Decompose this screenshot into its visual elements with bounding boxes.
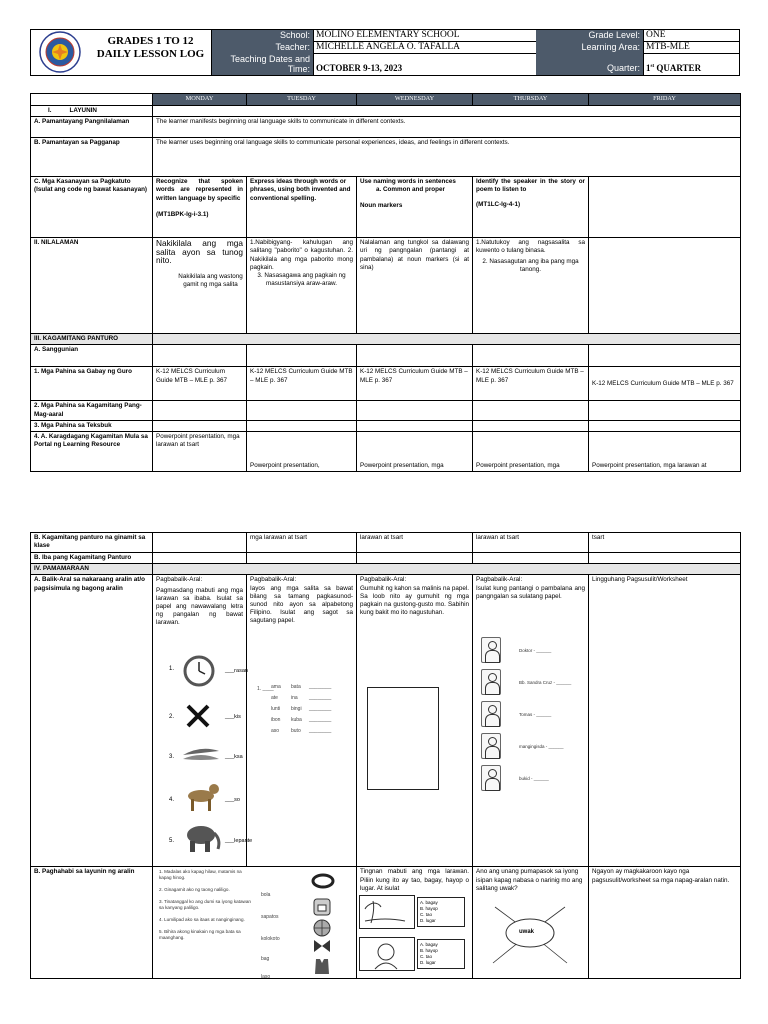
opt2-a: A. bagay xyxy=(420,942,438,948)
match-word-4: bag xyxy=(261,956,270,963)
pic-num-1: 1. xyxy=(169,666,175,673)
kasanayan-mon-code: (MT1BPK-Ig-i-3.1) xyxy=(156,210,209,218)
kasanayan-mon-text: Recognize that spoken words are represented in written language by specific xyxy=(156,178,243,202)
karagdagan-thu: Powerpoint presentation, mga xyxy=(473,432,589,472)
kasanayan-wed-line2: a. Common and proper xyxy=(376,186,445,194)
thu-item-2: Bb. Sandra Cruz - ______ xyxy=(519,680,572,686)
paghahabi-wed xyxy=(357,867,473,979)
sanggunian-wed xyxy=(357,345,473,367)
nilalaman-thu-text1: 1.Natutukoy ang nagsasalita sa kuwento o tulang binasa. xyxy=(476,239,585,255)
matching-pictures xyxy=(259,867,355,981)
kagamitan-tue xyxy=(247,401,357,420)
thu-item-3: Tomas - ______ xyxy=(519,712,552,718)
grade-label: Grade Level: xyxy=(536,30,643,42)
dates-label-line1: Teaching Dates and xyxy=(230,54,310,64)
row-teksbuk xyxy=(31,420,741,431)
iba-fri xyxy=(589,553,741,564)
pic-blank-3: ___ksa xyxy=(225,754,243,761)
layunin-number: I. xyxy=(48,107,52,114)
quarter-word: QUARTER xyxy=(654,63,702,73)
boy-picture-icon xyxy=(481,701,501,727)
kasanayan-wed xyxy=(357,177,473,238)
pic-num-2: 2. xyxy=(169,714,175,721)
balik-wed-text: Gumuhit ng kahon sa malinis na papel. Sa loob nito ay gumuhit ng mga pagkain na gustong-gusto mo. Sabihin kung bakit mo ito nagustuhan. xyxy=(360,584,469,617)
kasanayan-thu xyxy=(473,177,589,238)
pic-num-3: 3. xyxy=(169,754,175,761)
tue-word-3b: bingi xyxy=(291,706,302,713)
row-kasanayan xyxy=(31,177,741,238)
opt2-c: C. tao xyxy=(420,954,433,960)
kagamitan-wed xyxy=(357,401,473,420)
day-monday: MONDAY xyxy=(153,94,247,106)
pangnilalaman-text: The learner manifests beginning oral language skills to communicate in different contexts. xyxy=(153,117,741,138)
lesson-table-page2 xyxy=(30,532,741,979)
row-sanggunian xyxy=(31,345,741,367)
layunin-empty xyxy=(153,106,741,117)
backpack-icon xyxy=(311,895,333,917)
teksbuk-tue xyxy=(247,420,357,431)
karagdagan-label: 4. A. Karagdagang Kagamitan Mula sa Portal ng Learning Resource xyxy=(31,432,153,472)
area-label: Learning Area: xyxy=(536,42,643,54)
sanggunian-fri xyxy=(589,345,741,367)
quarter-number: 1 xyxy=(646,63,651,73)
row-gabay-guro xyxy=(31,367,741,401)
iba-mon xyxy=(153,553,247,564)
title-line2: DAILY LESSON LOG xyxy=(96,48,205,60)
sanggunian-tue xyxy=(247,345,357,367)
school-label: School: xyxy=(212,30,313,42)
tue-word-2a: ate xyxy=(271,695,278,702)
match-word-5: laso xyxy=(261,974,271,981)
kasanayan-label: C. Mga Kasanayan sa Pagkatuto (Isulat ang code ng bawat kasanayan) xyxy=(31,177,153,238)
tue-word-3a: lunti xyxy=(271,706,281,713)
kasanayan-tue: Express ideas through words or phrases, using both invented and conventional spelling. xyxy=(247,177,357,238)
nilalaman-label: II. NILALAMAN xyxy=(31,238,153,334)
paghahabi-fri: Ngayon ay magkakaroon kayo nga pagsusulit/worksheet sa mga napag-aralan natin. xyxy=(589,867,741,979)
web-center-word: uwak xyxy=(519,929,535,936)
kagamitan-label: 2. Mga Pahina sa Kagamitang Pang- Mag-aaral xyxy=(31,401,153,420)
days-corner xyxy=(31,94,153,106)
teksbuk-label: 3. Mga Pahina sa Teksbuk xyxy=(31,420,153,431)
karagdagan-tue: Powerpoint presentation, xyxy=(247,432,357,472)
layunin-text: LAYUNIN xyxy=(69,107,97,114)
day-friday: FRIDAY xyxy=(589,94,741,106)
thu-item-5: bukid - ______ xyxy=(519,776,549,782)
title-line1: GRADES 1 TO 12 xyxy=(107,35,194,47)
paghahabi-mon-tue xyxy=(153,867,357,979)
karagdagan-fri: Powerpoint presentation, mga larawan at xyxy=(589,432,741,472)
ginamit-label: B. Kagamitang panturo na ginamit sa klase xyxy=(31,533,153,553)
fisherman-picture-icon xyxy=(481,733,501,759)
karagdagan-wed: Powerpoint presentation, mga xyxy=(357,432,473,472)
row-iba-pang-kagamitan xyxy=(31,553,741,564)
balik-aral-thu xyxy=(473,575,589,867)
nilalaman-wed: Nalalaman ang tungkol sa dalawang uri ng pangngalan (pantangi at pambalana) at noun markers (si at sina) xyxy=(357,238,473,334)
opt1-a: A. bagay xyxy=(420,900,438,906)
gabay-fri: K-12 MELCS Curriculum Guide MTB – MLE p. 367 xyxy=(589,367,741,401)
iba-tue xyxy=(247,553,357,564)
row-karagdagan xyxy=(31,432,741,472)
teacher-value: MICHELLE ANGELA O. TAFALLA xyxy=(313,42,536,54)
teksbuk-thu xyxy=(473,420,589,431)
header-row-teacher xyxy=(212,42,739,54)
woman-picture-icon xyxy=(481,669,501,695)
okra-icon xyxy=(181,743,221,767)
balik-mon-heading: Pagbabalik-Aral: xyxy=(156,576,203,584)
kasanayan-wed-line3: Noun markers xyxy=(360,201,403,209)
tue-word-2b: ina xyxy=(291,695,298,702)
header-row-school xyxy=(212,30,739,42)
balik-mon-text: Pagmasdang mabuti ang mga larawan sa ibaba. Isulat sa papel ang nawawalang letra ng pangalan ng bawat larawan. xyxy=(156,586,243,627)
day-thursday: THURSDAY xyxy=(473,94,589,106)
pagganap-text: The learner uses beginning oral language skills to communicate personal experiences, ideas, and feelings in different contexts. xyxy=(153,138,741,177)
lesson-table-page1 xyxy=(30,93,741,472)
clock-icon xyxy=(183,655,215,687)
opt1-c: C. tao xyxy=(420,912,433,918)
thu-item-4: mangingisda - ______ xyxy=(519,744,564,750)
days-header-row xyxy=(31,94,741,106)
child-face-icon xyxy=(371,941,401,969)
pangnilalaman-label: A. Pamantayang Pangnilalaman xyxy=(31,117,153,138)
row-balik-aral xyxy=(31,575,741,867)
balik-thu-heading: Pagbabalik-Aral: xyxy=(476,576,523,584)
tue-word-1a: ama xyxy=(271,684,281,691)
paghahabi-thu-text: Ano ang unang pumapasok sa iyong isipan kapag nabasa o narinig mo ang salitang uwak? xyxy=(476,868,583,892)
nilalaman-mon xyxy=(153,238,247,334)
row-pangnilalaman xyxy=(31,117,741,138)
kagamitan-thu xyxy=(473,401,589,420)
iba-label: B. Iba pang Kagamitang Panturo xyxy=(31,553,153,564)
row-kagamitang-mag-aaral xyxy=(31,401,741,420)
sanggunian-thu xyxy=(473,345,589,367)
teacher-label: Teacher: xyxy=(212,42,313,54)
opt2-d: D. lugar xyxy=(420,960,436,966)
nilalaman-tue-text1: 1.Nabibigyang- kahulugan ang salitang "paborito" o kagustuhan. 2. Nakikilala ang mga paborito mong pagkain. xyxy=(250,239,353,271)
iba-wed xyxy=(357,553,473,564)
pic-num-5: 5. xyxy=(169,838,175,845)
karagdagan-mon: Powerpoint presentation, mga larawan at tsart xyxy=(153,432,247,472)
balik-aral-tue xyxy=(247,575,357,867)
pic-blank-4: ___so xyxy=(225,797,240,804)
balik-aral-fri xyxy=(589,575,741,867)
pamamaraan-label: IV. PAMAMARAAN xyxy=(31,564,153,575)
day-wednesday: WEDNESDAY xyxy=(357,94,473,106)
ginamit-tue: mga larawan at tsart xyxy=(247,533,357,553)
riddle-5: 5. Bihira akong kinakain ng mga bata sa maanghang. xyxy=(159,929,241,941)
speaker-worksheet xyxy=(481,637,585,802)
form-title xyxy=(93,35,208,61)
elephant-icon xyxy=(181,821,223,853)
gabay-mon: K-12 MELCS Curriculum Guide MTB – MLE p. 367 xyxy=(153,367,247,401)
pic-blank-5: ___lepante xyxy=(225,838,253,845)
opt1-b: B. hayop xyxy=(420,906,438,912)
pic-blank-2: ___kis xyxy=(225,714,241,721)
paghahabi-thu xyxy=(473,867,589,979)
balik-aral-mon xyxy=(153,575,253,867)
opt1-d: D. lugar xyxy=(420,918,436,924)
iba-thu xyxy=(473,553,589,564)
basketball-icon xyxy=(313,919,331,937)
gabay-label: 1. Mga Pahina sa Gabay ng Guro xyxy=(31,367,153,401)
dates-value: OCTOBER 9-13, 2023 xyxy=(313,54,536,75)
logo-cell xyxy=(31,30,212,75)
gabay-tue: K-12 MELCS Curriculum Guide MTB – MLE p. 367 xyxy=(247,367,357,401)
choices-box-2 xyxy=(417,939,465,969)
balik-thu-text: Isulat kung pantangi o pambalana ang pangngalan sa sulatang papel. xyxy=(476,584,585,600)
sanggunian-label: A. Sanggunian xyxy=(31,345,153,367)
riddle-4: 4. Lumilipad ako sa itaas at nanginginang. xyxy=(159,917,245,923)
nilalaman-tue-text2: 3. Nasasagawa ang pagkain ng masustansiya araw-araw. xyxy=(257,272,346,288)
riddle-1: 1. Madalas ako kapag hilaw, matamis na kapag hinog. xyxy=(159,869,242,881)
paghahabi-wed-text: Tingnan mabuti ang mga larawan. Piliin kung ito ay tao, bagay, hayop o lugar. At isulat xyxy=(360,868,469,892)
kagamitang-panturo-label: III. KAGAMITANG PANTURO xyxy=(31,334,153,345)
vest-icon xyxy=(313,957,331,975)
day-tuesday: TUESDAY xyxy=(247,94,357,106)
ginamit-fri: tsart xyxy=(589,533,741,553)
thu-item-1: Doktor - ______ xyxy=(519,648,552,654)
tue-word-5a: aso xyxy=(271,728,280,735)
balik-tue-heading: Pagbabalik-Aral: xyxy=(250,576,297,584)
gabay-wed: K-12 MELCS Curriculum Guide MTB – MLE p. 367 xyxy=(357,367,473,401)
opt2-b: B. hayop xyxy=(420,948,438,954)
header-row-dates xyxy=(212,54,739,75)
riddle-2: 2. Ginagamit ako ng taong naliligo. xyxy=(159,887,230,893)
match-word-3: kolokoto xyxy=(261,936,280,943)
balik-fri-text: Lingguhang Pagsusulit/Worksheet xyxy=(592,576,688,584)
nilalaman-tue xyxy=(247,238,357,334)
balik-aral-label: A. Balik-Aral sa nakaraang aralin at/o pagsisimula ng bagong aralin xyxy=(31,575,153,867)
ribbon-icon xyxy=(313,939,331,953)
row-pamamaraan xyxy=(31,564,741,575)
kasanayan-thu-text: Identify the speaker in the story or poem to listen to xyxy=(476,178,585,194)
nilalaman-mon-text2: Nakikilala ang wastong gamit ng mga salita xyxy=(178,272,243,288)
kasanayan-mon xyxy=(153,177,247,238)
nilalaman-mon-text1: Nakikilala ang mga salita ayon sa tunog nito. xyxy=(156,238,243,266)
tue-word-5b: buto xyxy=(291,728,301,735)
teksbuk-mon xyxy=(153,420,247,431)
quarter-value xyxy=(643,54,739,75)
dates-label xyxy=(212,54,313,75)
tue-word-1b: bata xyxy=(291,684,301,691)
kagamitan-mon xyxy=(153,401,247,420)
area-value: MTB-MLE xyxy=(643,42,739,54)
nilalaman-thu xyxy=(473,238,589,334)
ginamit-wed: larawan at tsart xyxy=(357,533,473,553)
doctor-picture-icon xyxy=(481,637,501,663)
balik-tue-text: Iayos ang mga salita sa bawat bilang sa tamang pagkasunod-sunod nito ayon sa alpabetong Filipino. Isulat ang sagot sa sagutang papel. xyxy=(250,584,353,625)
row-paghahabi xyxy=(31,867,741,979)
ginamit-mon xyxy=(153,533,247,553)
farm-picture-icon xyxy=(481,765,501,791)
pagganap-label: B. Pamantayan sa Pagganap xyxy=(31,138,153,177)
tue-word-4a: ibon xyxy=(271,717,281,724)
quarter-suffix: st xyxy=(650,64,655,69)
riddle-3: 3. Tinatanggal ko ang dumi sa iyong katawan sa kanyang paliligo. xyxy=(159,899,251,911)
kasanayan-thu-code: (MT1LC-Ig-4-1) xyxy=(476,200,521,208)
choices-box-1 xyxy=(417,897,465,927)
gabay-thu: K-12 MELCS Curriculum Guide MTB – MLE p. 367 xyxy=(473,367,589,401)
kasanayan-fri xyxy=(589,177,741,238)
dog-icon xyxy=(183,779,221,813)
deped-seal-icon xyxy=(39,31,81,73)
nilalaman-fri xyxy=(589,238,741,334)
bracelet-icon xyxy=(311,873,335,889)
balik-aral-wed xyxy=(357,575,473,867)
pamamaraan-empty xyxy=(153,564,741,575)
ginamit-thu: larawan at tsart xyxy=(473,533,589,553)
x-mark-icon xyxy=(185,703,211,729)
layunin-label xyxy=(31,106,153,117)
word-order-list: 1. ____ ama bata ________ ate ina ________ lunti bingi ________ ibon kuba ________ aso buto ________ xyxy=(257,684,332,735)
paghahabi-label: B. Paghahabi sa layunin ng aralin xyxy=(31,867,153,979)
kasanayan-wed-line1: Use naming words in sentences xyxy=(360,178,456,186)
teksbuk-fri xyxy=(589,420,741,431)
beach-icon xyxy=(365,899,405,925)
kagamitang-panturo-empty xyxy=(153,334,741,345)
grade-value: ONE xyxy=(643,30,739,42)
row-pagganap xyxy=(31,138,741,177)
nilalaman-thu-text2: 2. Nasasagutan ang iba pang mga tanong. xyxy=(482,257,579,273)
pic-blank-1: ___rasan xyxy=(225,668,248,675)
row-layunin xyxy=(31,106,741,117)
match-word-2: sapatos xyxy=(261,914,279,921)
pic-num-4: 4. xyxy=(169,797,175,804)
balik-wed-heading: Pagbabalik-Aral: xyxy=(360,576,407,584)
school-value: MOLINO ELEMENTARY SCHOOL xyxy=(313,30,536,42)
riddle-list xyxy=(159,869,251,941)
drawing-box xyxy=(367,687,439,790)
lesson-log-header xyxy=(30,29,740,76)
row-nilalaman xyxy=(31,238,741,334)
match-word-1: bola xyxy=(261,892,271,899)
row-kagamitang-panturo xyxy=(31,334,741,345)
quarter-label: Quarter: xyxy=(536,54,643,75)
teksbuk-wed xyxy=(357,420,473,431)
dates-label-line2: Time: xyxy=(287,64,310,74)
row-kagamitang-ginamit xyxy=(31,533,741,553)
sanggunian-mon xyxy=(153,345,247,367)
tue-word-4b: kuba xyxy=(291,717,302,724)
kagamitan-fri xyxy=(589,401,741,420)
